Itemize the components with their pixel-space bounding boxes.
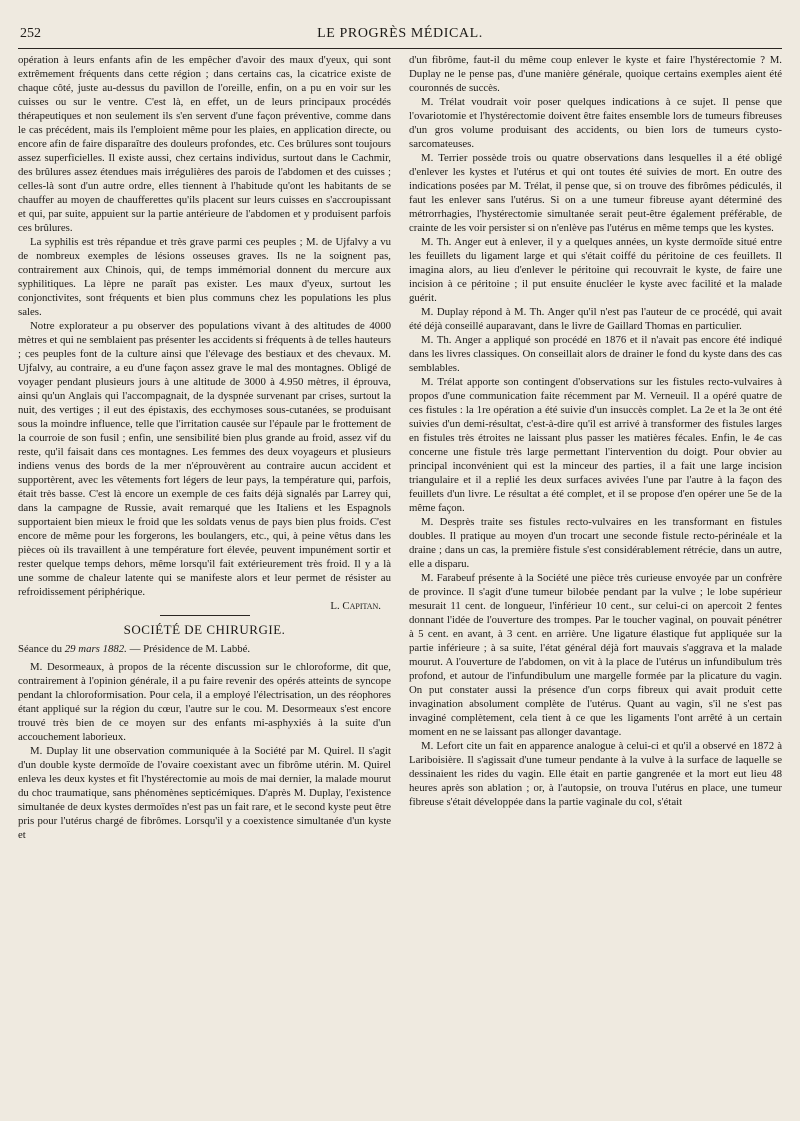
paragraph: M. Th. Anger a appliqué son procédé en 1876 et il n'avait pas encore été indiqué dans les livres classiques. On conseillait alors de drainer le fond du kyste dans des cas semblables.: [409, 334, 782, 374]
article-columns: [18, 53, 782, 1121]
paragraph: M. Th. Anger eut à enlever, il y a quelques années, un kyste dermoïde situé entre les feuillets du ligament large et qui s'était coiffé du péritoine de ces feuillets. Il imagina alors, au lieu d'enlever le péritoine qui recouvrait le kyste, de faire une incision à ce péritoine ; il put ensuite énucléer le kyste avec facilité et la malade guérit.: [409, 236, 782, 304]
paragraph: Notre explorateur a pu observer des populations vivant à des altitudes de 4000 mètres et qui ne semblaient pas présenter les accidents si fréquents à de telles hauteurs ; ces peuples font de la culture ainsi que l'élevage des bestiaux et des chevaux. M. Ujfalvy, au contraire, a eu d'une façon assez grave le mal des montagnes. Obligé de voyager pendant plusieurs jours à une altitude de 3000 à 4.950 mètres, il éprouva, ainsi qu'un Anglais qui l'accompagnait, de la dyspnée survenant par crises, surtout la nuit, des vertiges ; il eut des épistaxis, des ecchymoses sous-cutanées, se produisant sous la moindre influence, telle que l'irritation causée sur l'épaule par le frottement de la courroie de son fusil ; enfin, une sensibilité bien plus grande au froid, assez vif du reste, qu'il faisait dans ces montagnes. Les femmes des deux voyageurs et plusieurs indiens venus des bords de la mer n'éprouvèrent au contraire aucun accident et supportèrent, avec les vêtements fort légers de leur pays, la température qui, parfois, était très basse. C'est là encore un exemple de ces faits déjà signalés par Larrey qui, dans la campagne de Russie, avait remarqué que les Italiens et les Espagnols supportaient bien mieux le froid que les soldats venus de pays bien plus froids. C'est encore de même pour les forgerons, les boulangers, etc., qui, à peine vêtus dans les pièces où ils travaillent à une température fort élevée, peuvent impunément sortir et rester quelque temps dehors, même lorsqu'il fait extérieurement très froid. Il y a là une somme de chaleur latente qui se manifeste alors et leur permet de résister au refroidissement périphérique.: [18, 320, 391, 598]
paragraph: M. Trélat apporte son contingent d'observations sur les fistules recto-vulvaires à propos d'une communication faite récemment par M. Verneuil. Il a opéré quatre de ces fistules : la 1re opération a été suivie d'un insuccès complet. La 2e et la 3e ont été suivies d'un demi-résultat, c'est-à-dire qu'il est arrivé à transformer des fistules larges en fistules très étroites ne laissant plus passer les matières fécales. Enfin, le 4e cas concerne une fistule très large permettant l'intervention du doigt. Pour obvier au principal inconvénient qui est la minceur des parties, il a fait une large incision triangulaire et il a replié les deux surfaces avivées l'une par l'autre à la façon des feuillets d'un livre. Le résultat a été complet, et il se propose d'en opérer une 5e de la même façon.: [409, 376, 782, 514]
section-title: SOCIÉTÉ DE CHIRURGIE.: [123, 622, 286, 637]
journal-title: LE PROGRÈS MÉDICAL.: [317, 26, 483, 41]
paragraph: La syphilis est très répandue et très grave parmi ces peuples ; M. de Ujfalvy a vu de nombreux exemples de lésions osseuses graves. Ils ne la soignent pas, contrairement aux Chinois, qui, de temps immémorial donnent du mercure aux syphilitiques. La lèpre ne paraît pas exister. Les maux d'yeux, surtout les conjonctivites, sont fréquents et bien plus communs chez les populations les plus sales.: [18, 236, 391, 318]
paragraph: opération à leurs enfants afin de les empêcher d'avoir des maux d'yeux, qui sont extrêmement fréquents dans cette région ; dans certains cas, la cicatrice existe de chaque côté, juste au-dessus du pavillon de l'oreille, enfin, on a pu en voir sur les cuisses ou sur le ventre. C'est là, en effet, un de leurs principaux procédés thérapeutiques et non seulement ils s'en servent d'une façon préventive, comme dans le cas précédent, mais ils l'emploient même pour les plaies, en application directe, ou encore afin de faire disparaître des douleurs profondes, etc. Ces brûlures sont toujours assez superficielles. Il existe aussi, chez certains individus, surtout dans le Cachmir, des brûlures assez étendues mais irrégulières des parois de l'abdomen et des cuisses ; celles-là sont d'un autre ordre, elles tiennent à l'habitude qu'ont les habitants de se chauffer au moyen de chaufferettes qu'ils placent sur leurs cuisses en s'accroupissant et qui, par suite, appuient sur la partie antérieure de l'abdomen et y produisent parfois ces brûlures.: [18, 54, 391, 234]
seance-presidency: — Présidence de M. Labbé.: [129, 643, 251, 655]
paragraph: M. Duplay lit une observation communiquée à la Société par M. Quirel. Il s'agit d'un double kyste dermoïde de l'ovaire coexistant avec un fibrôme utérin. M. Quirel enleva les deux kystes et fit l'hystérectomie au mois de mai dernier, la malade mourut du choc traumatique, sans phénomènes septicémiques. D'après M. Duplay, l'existence simultanée de deux kystes dermoïdes n'est pas un fait rare, et le second kyste peut être pris pour l'utérus chargé de fibrômes. Lorsqu'il y a coexistence simultanée d'un kyste et: [18, 745, 391, 841]
page-number: 252: [20, 26, 41, 41]
right-column: [409, 53, 782, 1121]
paragraph: M. Lefort cite un fait en apparence analogue à celui-ci et qu'il a observé en 1872 à Lariboisière. Il s'agissait d'une tumeur pendante à la vulve à la surface de laquelle se dessinaient les rides du vagin. Elle était en partie gangrenée et la mort eut lieu 48 heures après son ablation ; or, à l'autopsie, on trouva l'utérus en place, une tumeur fibreuse s'était développée dans la partie vaginale du col, s'était: [409, 740, 782, 808]
paragraph: d'un fibrôme, faut-il du même coup enlever le kyste et faire l'hystérectomie ? M. Duplay ne le pense pas, d'une manière générale, quoique certains exemples aient été couronnés de succès.: [409, 54, 782, 94]
divider: [160, 615, 250, 616]
seance-prefix: Séance du: [18, 643, 63, 655]
paragraph: M. Terrier possède trois ou quatre observations dans lesquelles il a été obligé d'enlever les kystes et l'utérus et qui ont toutes été suivies de mort. En outre des indications posées par M. Trélat, il pense que, si on trouve des fibrômes pédiculés, il faut les enlever sans l'utérus. Si on a une tumeur fibreuse ayant déterminé des métrorrhagies, l'hystérectomie simultanée serait peut-être également préférable, de crainte de les voir persister si on n'enlève pas l'utérus en même temps que les kystes.: [409, 152, 782, 234]
paragraph: M. Desormeaux, à propos de la récente discussion sur le chloroforme, dit que, contrairement à l'opinion générale, il a pu faire revenir des opérés atteints de syncope pendant la chloroformisation. Pour cela, il a employé l'électrisation, un des réophores étant appliqué sur la région du cœur, l'autre sur le cou. M. Desormeaux s'est encore trouvé très bien de ce moyen sur des enfants mi-asphyxiés à la suite d'un accouchement laborieux.: [18, 661, 391, 743]
paragraph: M. Duplay répond à M. Th. Anger qu'il n'est pas l'auteur de ce procédé, qui avait été déjà conseillé auparavant, dans le livre de Gaillard Thomas en particulier.: [409, 306, 782, 332]
paragraph: M. Trélat voudrait voir poser quelques indications à ce sujet. Il pense que l'ovariotomie et l'hystérectomie doivent être faites ensemble lors de tumeurs fibreuses d'un gros volume produisant des accidents, ou bien lors de tumeurs cysto-sarcomateuses.: [409, 96, 782, 150]
seance-line: [18, 642, 391, 656]
left-column: [18, 53, 391, 1121]
paragraph: M. Desprès traite ses fistules recto-vulvaires en les transformant en fistules doubles. Il pratique au moyen d'un trocart une seconde fistule recto-périnéale et la draine ; dans un cas, la première fistule s'est considérablement rétrécie, dans un autre, elle a disparu.: [409, 516, 782, 570]
page-header: [18, 20, 782, 49]
seance-date: 29 mars 1882.: [64, 643, 127, 655]
paragraph: M. Farabeuf présente à la Société une pièce très curieuse envoyée par un confrère de province. Il s'agit d'une tumeur bilobée pendant par la vulve ; le lobe supérieur mesurait 11 cent. de longueur, l'inférieur 10 cent., sur celui-ci on apercoit 2 fentes donnant l'idée de l'ouverture des trompes. Par le toucher vaginal, on pouvait pénétrer à 5 cent. en avant, à 3 cent. en arrière. Une ligature élastique fut appliquée sur la partie inférieure ; à sa suite, l'état général déjà fort mauvais s'aggrava et la malade mourut. A l'ouverture de l'abdomen, on vit à la place de l'utérus un infundibulum très profond, et autour de l'infundibulum une margelle formée par la plicature du vagin. On put constater aussi la présence d'un corps fibreux qui avait produit cette invagination absolument complète de l'utérus. Quant au vagin, s'il ne s'est pas invaginé complètement, cela tient à ce que les ligaments l'ont arrêté à un certain moment en ne se laissant pas allonger davantage.: [409, 572, 782, 738]
author-signature: L. Capitan.: [330, 600, 381, 612]
